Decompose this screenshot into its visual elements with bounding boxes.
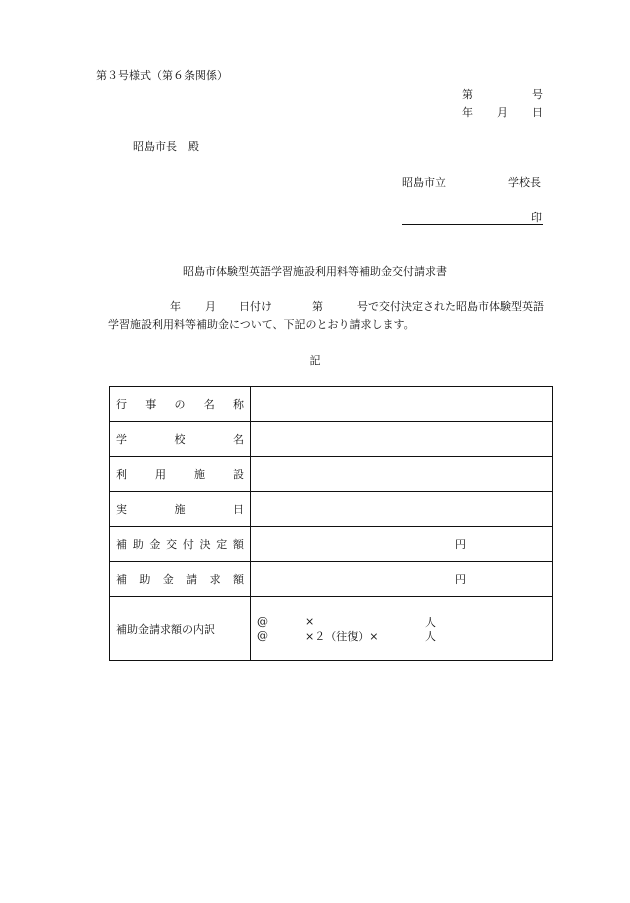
label-char: 学 [116, 433, 127, 446]
label-char: 交 [166, 538, 178, 551]
label-char: 施 [194, 468, 205, 481]
unit-price-mark: @ [257, 629, 268, 642]
label-char: 金 [149, 538, 161, 551]
document-number [462, 89, 543, 100]
request-amount-field[interactable] [251, 562, 553, 597]
label-char: 額 [232, 573, 244, 586]
form-number: 第３号様式（第６条関係） [96, 69, 228, 82]
doc-number-suffix: 号 [532, 88, 543, 101]
label-char: 事 [145, 398, 157, 411]
request-table [109, 386, 553, 661]
implementation-date-field[interactable] [251, 492, 553, 527]
event-name-field[interactable] [251, 387, 553, 422]
body-no-prefix: 第 [312, 300, 323, 313]
yen-unit: 円 [455, 573, 466, 586]
decided-amount-field[interactable] [251, 527, 553, 562]
label-char: 助 [139, 573, 151, 586]
breakdown-line-2 [257, 629, 546, 643]
label-char: 求 [209, 573, 221, 586]
label-char: 額 [232, 538, 244, 551]
label-char: の [174, 398, 186, 411]
row-label [110, 457, 251, 492]
label-char: 利 [116, 468, 127, 481]
label-char: 決 [199, 538, 211, 551]
label-char: 補 [116, 538, 127, 551]
label-char: 請 [186, 573, 198, 586]
body-month: 月 [205, 300, 216, 313]
unit-price-mark: @ [257, 615, 268, 628]
body-year: 年 [170, 300, 181, 313]
label-char: 金 [162, 573, 174, 586]
label-char: 称 [233, 398, 244, 411]
table-row [110, 562, 553, 597]
body-date-suffix: 日付け [239, 300, 272, 313]
body-line2: 学習施設利用料等補助金について、下記のとおり請求します。 [108, 318, 415, 331]
date-year: 年 [462, 106, 473, 119]
body-line1-rest: 号で交付決定された昭島市体験型英語 [357, 300, 544, 313]
label-char: 名 [203, 398, 215, 411]
yen-unit: 円 [455, 538, 466, 551]
label-char: 設 [233, 468, 244, 481]
breakdown-line-1 [257, 615, 546, 629]
table-row [110, 387, 553, 422]
label-char: 用 [155, 468, 166, 481]
document-title: 昭島市体験型英語学習施設利用料等補助金交付請求書 [183, 265, 447, 278]
row-label [110, 387, 251, 422]
multiply-sign: × [305, 615, 315, 628]
round-trip-multiplier: ×２（往復）× [305, 629, 379, 643]
label-char: 助 [132, 538, 144, 551]
label-char: 付 [182, 538, 194, 551]
label-char: 校 [174, 433, 186, 446]
label-char: 実 [116, 503, 127, 516]
school-name-field[interactable] [251, 422, 553, 457]
signature-line [402, 224, 543, 225]
person-unit: 人 [425, 615, 436, 629]
seal-mark: 印 [531, 211, 542, 224]
document-date [462, 107, 543, 118]
row-label [110, 492, 251, 527]
table-row [110, 527, 553, 562]
row-label [110, 422, 251, 457]
ki-heading: 記 [309, 354, 321, 367]
addressee: 昭島市長 殿 [133, 140, 199, 153]
person-unit: 人 [425, 629, 436, 643]
date-day: 日 [532, 106, 543, 119]
doc-number-prefix: 第 [462, 88, 473, 101]
table-row [110, 492, 553, 527]
label-char: 補 [116, 573, 127, 586]
breakdown-label: 補助金請求額の内訳 [110, 597, 251, 661]
row-label [110, 527, 251, 562]
table-row [110, 597, 553, 661]
date-month: 月 [497, 106, 508, 119]
sender-school-prefix: 昭島市立 [402, 176, 446, 189]
breakdown-field[interactable] [251, 597, 553, 661]
row-label [110, 562, 251, 597]
label-char: 施 [174, 503, 186, 516]
facility-field[interactable] [251, 457, 553, 492]
sender-title: 学校長 [508, 176, 541, 189]
label-char: 名 [233, 433, 244, 446]
table-row [110, 457, 553, 492]
label-char: 行 [116, 398, 127, 411]
label-char: 日 [233, 503, 244, 516]
label-char: 定 [216, 538, 228, 551]
table-row [110, 422, 553, 457]
